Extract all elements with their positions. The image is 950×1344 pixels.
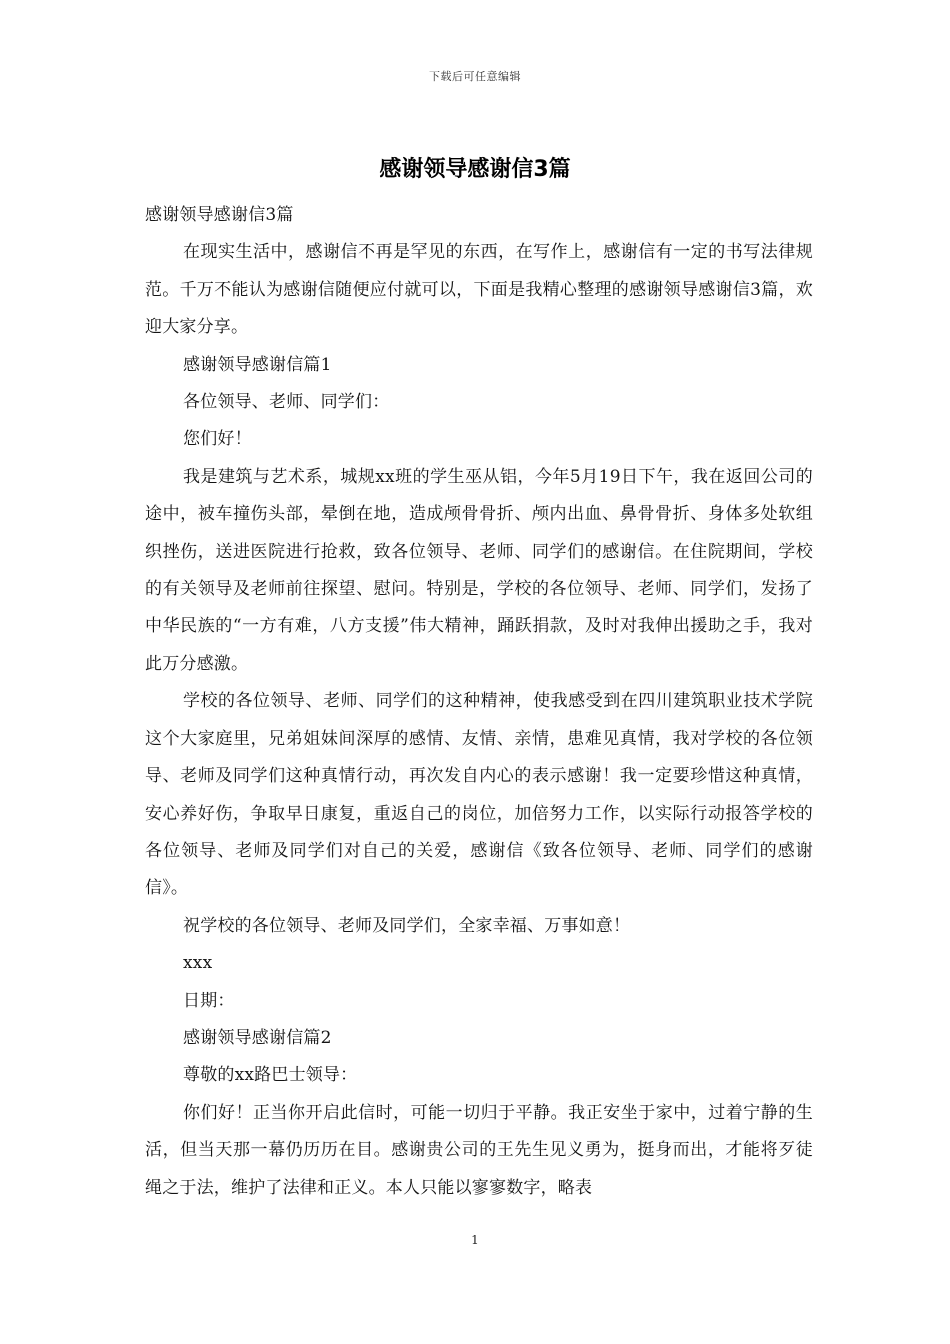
paragraph-intro: 在现实生活中，感谢信不再是罕见的东西，在写作上，感谢信有一定的书写法律规范。千万不能认为感谢信随便应付就可以，下面是我精心整理的感谢领导感谢信3篇，欢迎大家分享。	[145, 242, 813, 338]
paragraph-letter-1-body-1: 我是建筑与艺术系，城规xx班的学生巫从铝，今年5月19日下午，我在返回公司的途中，被车撞伤头部，晕倒在地，造成颅骨骨折、颅内出血、鼻骨骨折、身体多处软组织挫伤，送进医院进行抢救，致各位领导、老师、同学们的感谢信。在住院期间，学校的有关领导及老师前往探望、慰问。特别是，学校的各位领导、老师、同学们，发扬了中华民族的“一方有难，八方支援”伟大精神，踊跃捐款，及时对我伸出援助之手，我对此万分感激。	[145, 466, 813, 674]
date-letter-1: 日期：	[183, 990, 235, 1011]
paragraph-letter-1-body-2: 学校的各位领导、老师、同学们的这种精神，使我感受到在四川建筑职业技术学院这个大家庭里，兄弟姐妹间深厚的感情、友情、亲情，患难见真情，我对学校的各位领导、老师及同学们这种真情行动，再次发自内心的表示感谢！我一定要珍惜这种真情，安心养好伤，争取早日康复，重返自己的岗位，加倍努力工作，以实际行动报答学校的各位领导、老师及同学们对自己的关爱，感谢信《致各位领导、老师、同学们的感谢信》。	[145, 691, 813, 899]
greeting-letter-1: 您们好！	[183, 429, 252, 450]
closing-wish-letter-1: 祝学校的各位领导、老师及同学们，全家幸福、万事如意！	[183, 915, 631, 936]
salutation-letter-2: 尊敬的xx路巴士领导：	[183, 1065, 358, 1086]
salutation-letter-1: 各位领导、老师、同学们：	[183, 392, 390, 413]
signature-letter-1: xxx	[183, 953, 213, 974]
page-number: 1	[471, 1233, 479, 1247]
section-heading-letter-2: 感谢领导感谢信篇2	[183, 1027, 332, 1048]
document-title: 感谢领导感谢信3篇	[379, 157, 571, 182]
document-body	[145, 197, 813, 1207]
paragraph-letter-2-body-1: 你们好！正当你开启此信时，可能一切归于平静。我正安坐于家中，过着宁静的生活，但当天那一幕仍历历在目。感谢贵公司的王先生见义勇为，挺身而出，才能将歹徒绳之于法，维护了法律和正义。本人只能以寥寥数字，略表	[145, 1102, 813, 1198]
header-note: 下载后可任意编辑	[429, 70, 521, 83]
paragraph-subtitle: 感谢领导感谢信3篇	[145, 205, 294, 225]
section-heading-letter-1: 感谢领导感谢信篇1	[183, 354, 332, 375]
